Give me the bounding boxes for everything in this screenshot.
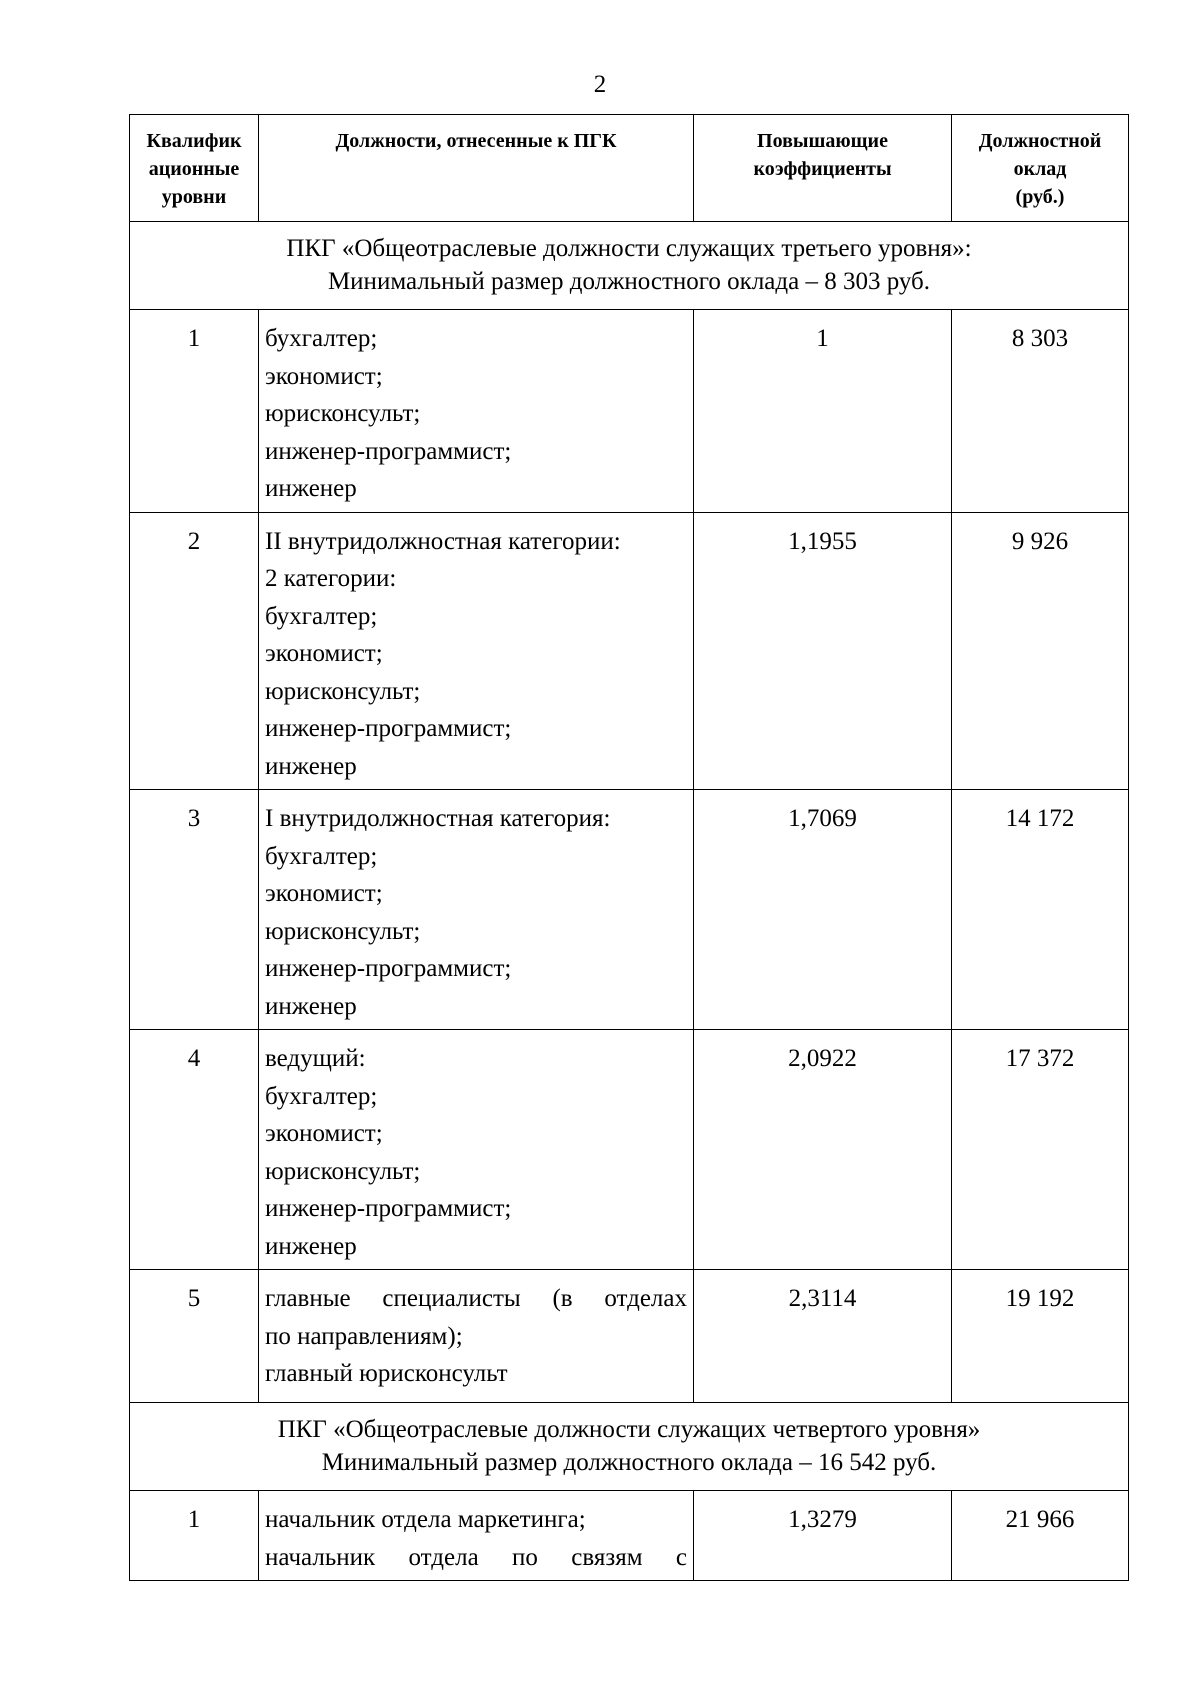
cell-positions: [259, 790, 694, 1030]
position-line: инженер-программист;: [265, 955, 512, 982]
position-line: инженер: [265, 1232, 357, 1260]
position-line: ведущий:: [265, 1045, 366, 1072]
cell-coefficient: 2,3114: [694, 1270, 952, 1403]
position-line: бухгалтер;: [265, 842, 378, 870]
table-row: [130, 1270, 1129, 1403]
position-line: экономист;: [265, 1120, 383, 1147]
cell-level: 4: [130, 1030, 259, 1270]
cell-positions: [259, 1270, 694, 1403]
group-title-line: Минимальный размер должностного оклада – 8 303 руб.: [327, 268, 931, 295]
header-salary: Должностной оклад (руб.): [952, 115, 1129, 222]
position-line: юрисконсульт;: [265, 677, 421, 705]
position-line: юрисконсульт;: [265, 400, 421, 427]
cell-positions: [259, 310, 694, 513]
cell-salary: 14 172: [952, 790, 1129, 1030]
cell-salary: 8 303: [952, 310, 1129, 513]
cell-positions: [259, 512, 694, 790]
cell-coefficient: 1,1955: [694, 512, 952, 790]
position-line: экономист;: [265, 362, 383, 390]
position-line: I внутридолжностная категория:: [265, 805, 611, 832]
cell-coefficient: 1,7069: [694, 790, 952, 1030]
position-line: инженер-программист;: [265, 1195, 512, 1222]
position-line: главный юрисконсульт: [265, 1360, 508, 1387]
table-row: [130, 512, 1129, 790]
group-header-row: [130, 1403, 1129, 1491]
position-line: бухгалтер;: [265, 602, 378, 630]
cell-level: 1: [130, 1491, 259, 1581]
table-row: [130, 790, 1129, 1030]
header-coefficients: Повышающие коэффициенты: [694, 115, 952, 222]
group-title: [130, 222, 1129, 310]
salary-table: [129, 114, 1129, 1581]
table-row: [130, 1491, 1129, 1581]
position-line: начальник отдела по связям с: [265, 1543, 687, 1571]
header-positions: Должности, отнесенные к ПГК: [259, 115, 694, 222]
cell-coefficient: 2,0922: [694, 1030, 952, 1270]
header-level: Квалифик ационные уровни: [130, 115, 259, 222]
position-line: бухгалтер;: [265, 1082, 378, 1110]
position-line: по направлениям);: [265, 1322, 463, 1350]
table-header-row: [130, 115, 1129, 222]
cell-level: 1: [130, 310, 259, 513]
cell-coefficient: 1,3279: [694, 1491, 952, 1581]
position-line: инженер: [265, 475, 357, 502]
position-line: инженер: [265, 992, 357, 1020]
position-line: инженер-программист;: [265, 715, 512, 742]
position-line: юрисконсульт;: [265, 917, 421, 945]
cell-level: 5: [130, 1270, 259, 1403]
group-title: [130, 1403, 1129, 1491]
group-header-row: [130, 222, 1129, 310]
cell-positions: [259, 1491, 694, 1581]
page-number: 2: [593, 71, 607, 98]
cell-salary: 19 192: [952, 1270, 1129, 1403]
position-line: юрисконсульт;: [265, 1157, 421, 1185]
position-line: инженер-программист;: [265, 437, 512, 465]
position-line: II внутридолжностная категории:: [265, 527, 621, 555]
position-line: бухгалтер;: [265, 325, 378, 352]
table-row: [130, 1030, 1129, 1270]
cell-salary: 21 966: [952, 1491, 1129, 1581]
table-body: [130, 222, 1129, 1581]
group-title-line: ПКГ «Общеотраслевые должности служащих третьего уровня»:: [286, 235, 972, 262]
group-title-line: ПКГ «Общеотраслевые должности служащих четвертого уровня»: [277, 1416, 981, 1443]
position-line: главные специалисты (в отделах: [265, 1285, 687, 1312]
cell-salary: 9 926: [952, 512, 1129, 790]
cell-salary: 17 372: [952, 1030, 1129, 1270]
cell-level: 2: [130, 512, 259, 790]
position-line: инженер: [265, 752, 357, 780]
position-line: экономист;: [265, 640, 383, 667]
cell-positions: [259, 1030, 694, 1270]
group-title-line: Минимальный размер должностного оклада – 16 542 руб.: [321, 1449, 937, 1476]
position-line: экономист;: [265, 880, 383, 907]
position-line: начальник отдела маркетинга;: [265, 1506, 586, 1533]
cell-level: 3: [130, 790, 259, 1030]
cell-coefficient: 1: [694, 310, 952, 513]
table-row: [130, 310, 1129, 513]
position-line: 2 категории:: [265, 565, 397, 592]
